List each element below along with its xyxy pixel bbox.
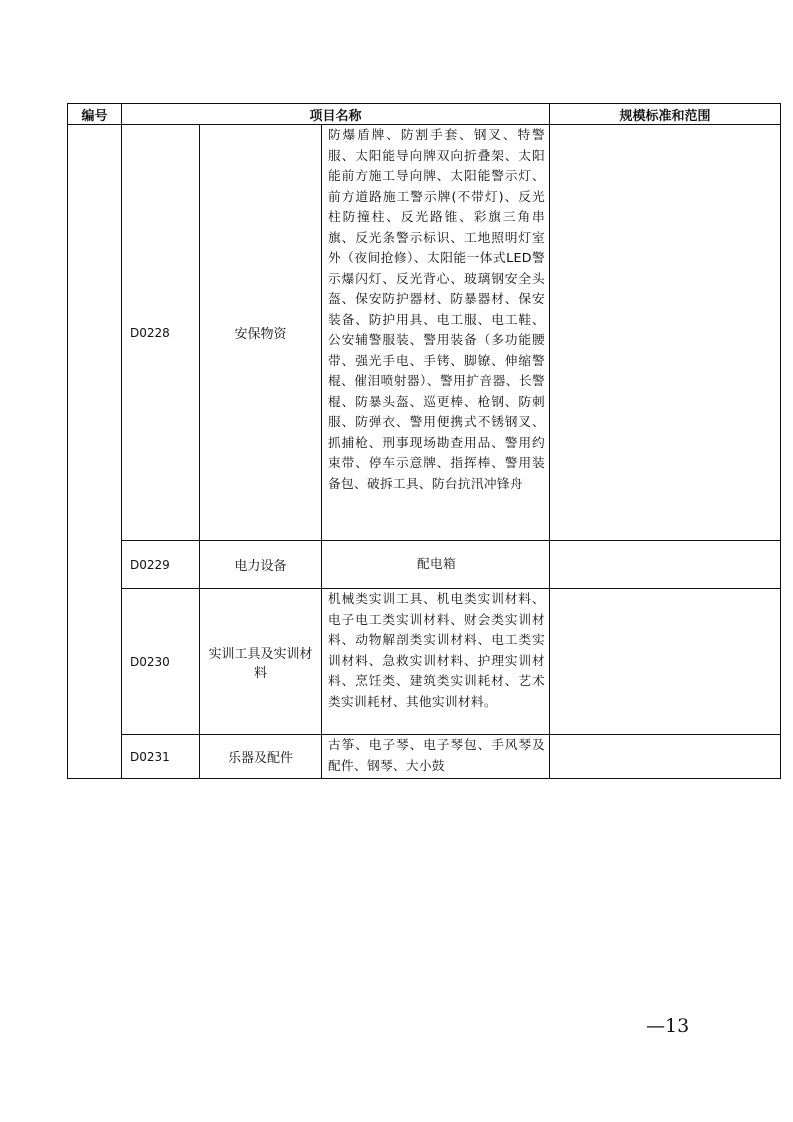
row-category: 电力设备	[200, 541, 322, 589]
row-category: 乐器及配件	[200, 735, 322, 779]
row-scope	[550, 589, 781, 735]
row-category: 实训工具及实训材料	[200, 589, 322, 735]
group-code-cell	[68, 125, 122, 779]
header-scope: 规模标准和范围	[550, 104, 781, 125]
row-items: 配电箱	[322, 541, 550, 589]
catalog-table	[67, 103, 781, 779]
row-code: D0228	[122, 125, 200, 541]
row-scope	[550, 541, 781, 589]
table-row	[68, 125, 781, 541]
page-number: —13	[646, 1015, 690, 1037]
row-scope	[550, 735, 781, 779]
header-code: 编号	[68, 104, 122, 125]
row-code: D0229	[122, 541, 200, 589]
row-code: D0230	[122, 589, 200, 735]
table-row	[68, 589, 781, 735]
row-scope	[550, 125, 781, 541]
table-header-row	[68, 104, 781, 125]
row-items: 机械类实训工具、机电类实训材料、电子电工类实训材料、财会类实训材料、动物解剖类实训材料、电工类实训材料、急救实训材料、护理实训材料、烹饪类、建筑类实训耗材、艺术类实训耗材、其他实训材料。	[322, 589, 550, 735]
row-code: D0231	[122, 735, 200, 779]
row-category: 安保物资	[200, 125, 322, 541]
table-row	[68, 735, 781, 779]
header-name: 项目名称	[122, 104, 550, 125]
row-items: 防爆盾牌、防割手套、钢叉、特警服、太阳能导向牌双向折叠架、太阳能前方施工导向牌、太阳能警示灯、前方道路施工警示牌(不带灯)、反光柱防撞柱、反光路锥、彩旗三角串旗、反光条警示标识、工地照明灯室外（夜间抢修）、太阳能一体式LED警示爆闪灯、反光背心、玻璃钢安全头盔、保安防护器材、防暴器材、保安装备、防护用具、电工服、电工鞋、公安辅警服装、警用装备（多功能腰带、强光手电、手铐、脚镣、伸缩警棍、催泪喷射器）、警用扩音器、长警棍、防暴头盔、巡更棒、枪钢、防刺服、防弹衣、警用便携式不锈钢叉、抓捕枪、刑事现场勘查用品、警用约束带、停车示意牌、指挥棒、警用装备包、破拆工具、防台抗汛冲锋舟	[322, 125, 550, 541]
row-items: 古筝、电子琴、电子琴包、手风琴及配件、钢琴、大小鼓	[322, 735, 550, 779]
table-row	[68, 541, 781, 589]
